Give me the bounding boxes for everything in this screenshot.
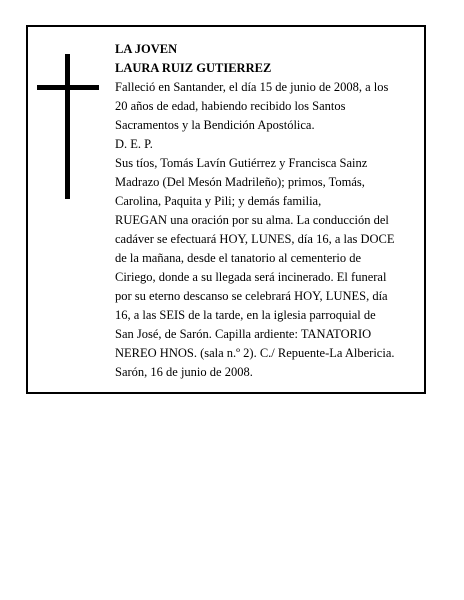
body-line: San José, de Sarón. Capilla ardiente: TANATORIO — [115, 327, 372, 341]
body-line: RUEGAN una oración por su alma. La conducción del — [115, 213, 389, 227]
body-line: por su eterno descanso se celebrará HOY, LUNES, día — [115, 289, 388, 303]
body-line: Sus tíos, Tomás Lavín Gutiérrez y Francisca Sainz — [115, 156, 368, 170]
body-line: 20 años de edad, habiendo recibido los Santos — [115, 99, 346, 113]
obituary-notice — [26, 25, 426, 394]
body-line: Falleció en Santander, el día 15 de junio de 2008, a los — [115, 80, 389, 94]
body-line: de la mañana, desde el tanatorio al cementerio de — [115, 251, 362, 265]
body-line: Sacramentos y la Bendición Apostólica. — [115, 118, 315, 132]
body-line: cadáver se efectuará HOY, LUNES, día 16, a las DOCE — [115, 232, 395, 246]
rip-line: D. E. P. — [115, 137, 153, 151]
date-place-line: Sarón, 16 de junio de 2008. — [115, 365, 253, 379]
notice-text — [115, 40, 423, 382]
body-line: NEREO HNOS. (sala n.º 2). C./ Repuente-La Albericia. — [115, 346, 395, 360]
cross-icon — [37, 54, 99, 199]
cross-horizontal-bar — [37, 85, 99, 90]
body-line: Carolina, Paquita y Pili; y demás familia, — [115, 194, 322, 208]
body-line: 16, a las SEIS de la tarde, en la iglesia parroquial de — [115, 308, 376, 322]
cross-vertical-bar — [65, 54, 70, 199]
body-line: Ciriego, donde a su llegada será incinerado. El funeral — [115, 270, 387, 284]
deceased-name: LAURA RUIZ GUTIERREZ — [115, 61, 272, 75]
body-line: Madrazo (Del Mesón Madrileño); primos, Tomás, — [115, 175, 365, 189]
heading-line: LA JOVEN — [115, 42, 178, 56]
